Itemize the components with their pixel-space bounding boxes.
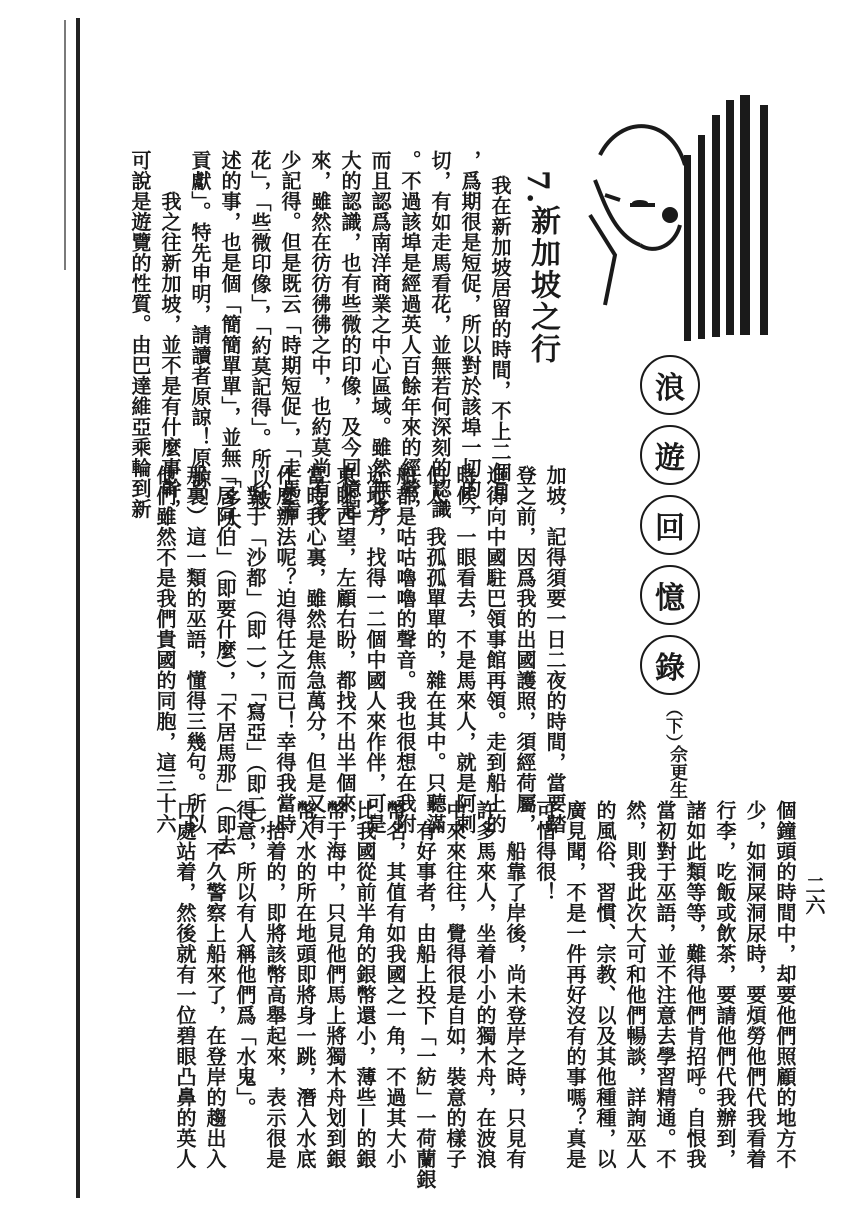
binding-rule [76, 18, 80, 1198]
series-title-char-1: 浪 [640, 355, 700, 415]
text-column: 行李，吃飯或飲茶，要請他們代我辦到， [713, 800, 737, 1169]
text-column: 「居阿伯」（即要什麼），「不居馬那」（即去 [213, 465, 237, 856]
text-column: 大的認識，也有些微的印像，及今回憶起 [338, 150, 362, 519]
text-column: 不久警察上船來了，在登岸的趨出入 [203, 800, 227, 1169]
text-column: 時候，一眼看去，不是馬來人，就是阿刺 [453, 465, 477, 834]
series-title-char-3: 回 [640, 495, 700, 555]
series-part: （下） [662, 700, 682, 751]
text-column: 切，有如走馬看花，並無若何深刻的認識 [428, 150, 452, 519]
text-column: 中來來往往，覺得很是自如，裝意的樣子 [443, 800, 467, 1169]
text-column: 諸如此類等等，難得他們肯招呼。自恨我 [683, 800, 707, 1169]
text-column: 伯人，我孤孤單單的，雜在其中。只聽滿 [423, 465, 447, 834]
text-column: 可說是遊覽的性質。由巴達維亞乘輪到新 [128, 150, 152, 519]
page-number: 二六 [802, 875, 826, 915]
text-column: 登之前，因爲我的出國護照，須經荷屬， [513, 465, 537, 834]
text-column: 加坡，記得須要一日二夜的時間，當要踏 [543, 465, 567, 834]
section-number: 7. [520, 170, 555, 206]
text-column: ，爲期很是短促，所以對於該埠一切的一 [458, 150, 482, 519]
text-column: 少，如洞屎洞尿時，要煩勞他們代我看着 [743, 800, 767, 1169]
text-column: 我之往新加坡，並不是有什麼事幹， [158, 150, 182, 519]
text-column: 而且認爲南洋商業之中心區域。雖然無多 [368, 150, 392, 519]
text-column: ，拾着的，即將該幣高舉起來，表示很是 [263, 800, 287, 1169]
series-title-char-2: 遊 [640, 425, 700, 485]
text-column: 那裏）這一類的巫語，懂得三幾句。所以 [183, 465, 207, 834]
author-name: 佘更生 [667, 745, 688, 799]
text-column: 。有好事者，由船上投下「一紡」一荷蘭銀 [413, 800, 437, 1190]
text-column: 幣名，其值有如我國之一角，不過其大小 [383, 800, 407, 1169]
text-column: 我在新加坡居留的時間，不上二個月 [488, 175, 512, 503]
text-column: 船都是咕咕嚕嚕的聲音。我也很想在我附 [393, 465, 417, 834]
text-column: 當時我心裏，雖然是焦急萬分，但是又有 [303, 465, 327, 834]
text-column: 近地方，找得一二個中國人來作伴，可是 [363, 465, 387, 834]
text-column: 幣于海中，只見他們馬上將獨木舟划到銀 [323, 800, 347, 1169]
text-column: 當初對于巫語，並不注意去學習精通。不 [653, 800, 677, 1169]
text-column: 他們雖然不是我們貴國的同胞，這三十六 [153, 465, 177, 834]
text-column: 的風俗、習慣、宗教、以及其他種種，以 [593, 800, 617, 1169]
text-column: 許多馬來人，坐着小小的獨木舟，在波浪 [473, 800, 497, 1169]
series-title-char-4: 憶 [640, 565, 700, 625]
text-column: 船靠了岸後，尚未登岸之時，只見有 [503, 800, 527, 1169]
binding-rule-top [64, 20, 66, 270]
text-column: 口處站着，然後就有一位碧眼凸鼻的英人 [173, 800, 197, 1169]
text-column: 貢獻」。特先申明，請讀者原諒！原諒！ [188, 150, 212, 509]
section-title: 新加坡之行 [525, 205, 560, 365]
text-column: 來，雖然在彷彷彿彿之中，也約莫尚有多 [308, 150, 332, 519]
text-column: 迫得向中國駐巴領事館再領。走到船上的 [483, 465, 507, 834]
text-column: ，對于「沙都」（即一），「寫亞」（即二）， [243, 465, 267, 846]
text-column: 幣入水的所在地頭即將身一跳，潛入水底 [293, 800, 317, 1169]
text-column: 得意，所以有人稱他們爲「水鬼」。 [233, 800, 257, 1118]
text-column: 個鐘頭的時間中，却要他們照顧的地方不 [773, 800, 797, 1169]
text-column: 比我國從前半角的銀幣還小，薄些—的銀 [353, 800, 377, 1169]
text-column: 。不過該埠是經過英人百餘年來的經營， [398, 150, 422, 519]
text-column: 然，則我此次大可和他們暢談，詳詢巫人 [623, 800, 647, 1169]
text-column: 廣見聞，不是一件再好沒有的事嗎？真是 [563, 800, 587, 1169]
text-column: 述的事，也是個「簡簡單單」，並無「多大 [218, 150, 242, 530]
text-column: 什麼辦法呢？迫得任之而已！幸得我當時 [273, 465, 297, 834]
text-column: 花」，「些微印像」，「約莫記得」。所以敍 [248, 150, 272, 510]
text-column: 東眺西望，左顧右盼，都找不出半個來， [333, 465, 357, 834]
text-column: 少記得。但是既云「時期短促」，「走馬看 [278, 150, 302, 520]
header-illustration [560, 95, 780, 345]
text-column: 可惜得很！ [533, 800, 557, 903]
series-title-char-5: 錄 [640, 635, 700, 695]
